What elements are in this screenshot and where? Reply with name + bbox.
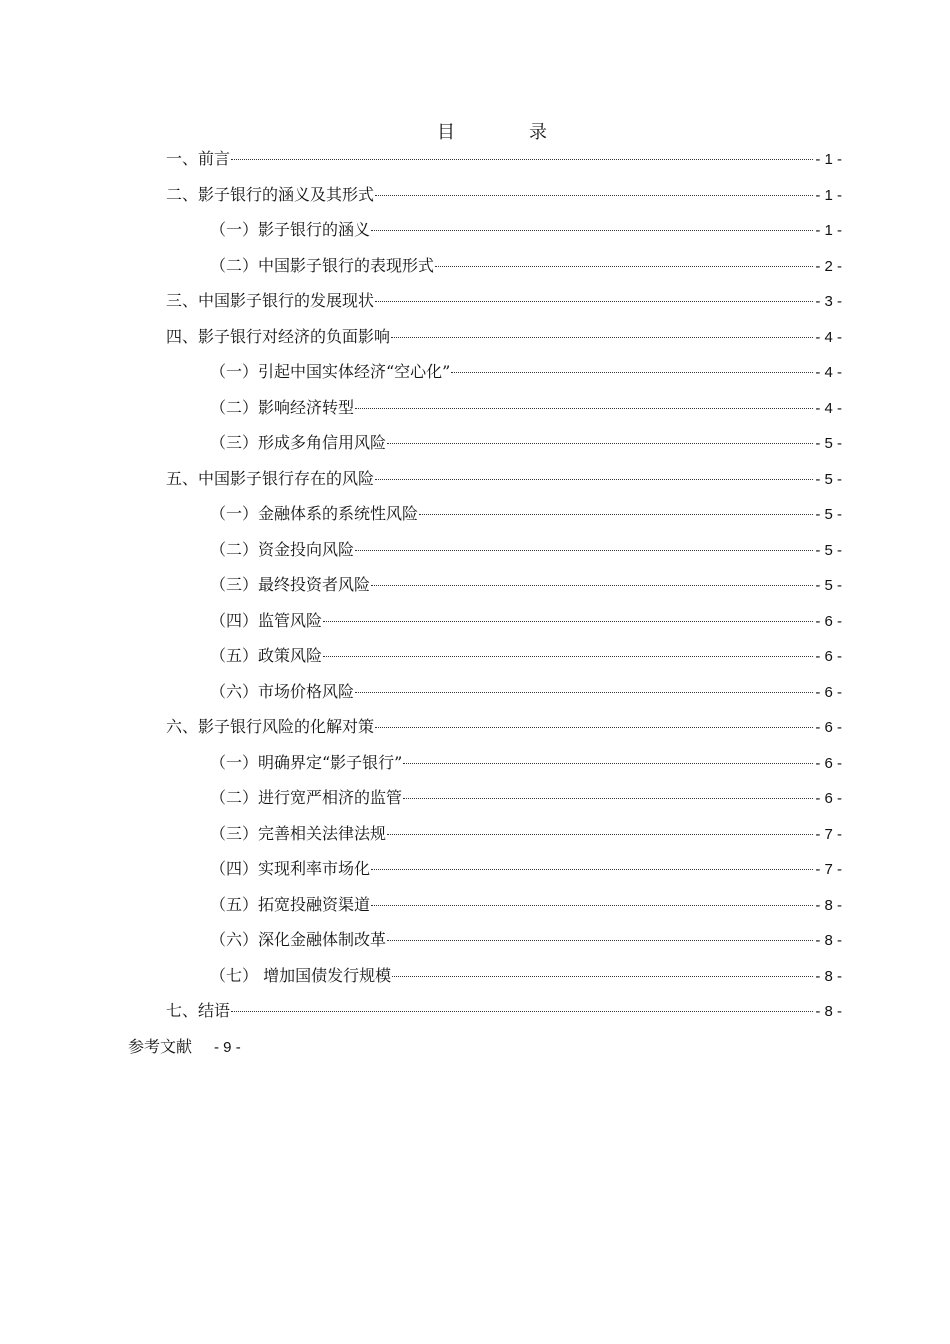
toc-entry[interactable] bbox=[166, 958, 842, 994]
toc-entry-label: （六）市场价格风险 bbox=[210, 681, 355, 701]
toc-entry-page: - 1 - bbox=[815, 151, 842, 168]
dot-leader bbox=[355, 549, 813, 551]
toc-entry-label: （二）影响经济转型 bbox=[210, 397, 355, 417]
toc-entry-label: 五、中国影子银行存在的风险 bbox=[166, 468, 375, 488]
toc-entry-label: 七、结语 bbox=[166, 1001, 231, 1020]
toc-entry[interactable] bbox=[166, 496, 842, 532]
toc-entry-label: （三）最终投资者风险 bbox=[210, 575, 371, 594]
toc-entry-page: - 8 - bbox=[815, 932, 842, 949]
toc-entry-label: （二）进行宽严相济的监管 bbox=[210, 788, 403, 807]
toc-entry-references[interactable] bbox=[128, 1032, 241, 1063]
toc-entry[interactable] bbox=[166, 319, 842, 355]
toc-entry[interactable] bbox=[166, 532, 842, 568]
toc-entry-page: - 5 - bbox=[815, 470, 842, 488]
dot-leader bbox=[435, 265, 813, 267]
dot-leader bbox=[392, 975, 813, 977]
toc-entry-page: - 5 - bbox=[815, 577, 842, 594]
dot-leader bbox=[231, 158, 813, 160]
toc-entry-label: （六）深化金融体制改革 bbox=[210, 930, 387, 949]
dot-leader bbox=[387, 939, 813, 941]
toc-entry[interactable] bbox=[166, 709, 842, 745]
toc-entry-label: （七） 增加国债发行规模 bbox=[210, 965, 392, 985]
toc-entry[interactable] bbox=[166, 567, 842, 603]
toc-entry-page: - 4 - bbox=[815, 328, 842, 346]
toc-entry[interactable] bbox=[166, 922, 842, 958]
toc-entry-page: - 5 - bbox=[815, 506, 842, 523]
table-of-contents bbox=[166, 141, 842, 1029]
dot-leader bbox=[387, 442, 813, 444]
toc-entry-label: （四）实现利率市场化 bbox=[210, 859, 371, 878]
toc-entry[interactable] bbox=[166, 141, 842, 177]
toc-entry-label: 三、中国影子银行的发展现状 bbox=[166, 291, 375, 310]
toc-entry-label: （五）拓宽投融资渠道 bbox=[210, 894, 371, 914]
toc-entry[interactable] bbox=[166, 851, 842, 887]
dot-leader bbox=[375, 194, 813, 196]
toc-entry[interactable] bbox=[166, 638, 842, 674]
dot-leader bbox=[231, 1010, 813, 1012]
dot-leader bbox=[375, 478, 813, 480]
toc-entry[interactable] bbox=[166, 745, 842, 781]
dot-leader bbox=[387, 833, 813, 835]
toc-entry[interactable] bbox=[166, 674, 842, 710]
dot-leader bbox=[355, 407, 813, 409]
toc-entry[interactable] bbox=[166, 603, 842, 639]
toc-entry-label: 一、前言 bbox=[166, 149, 231, 168]
toc-entry[interactable] bbox=[166, 887, 842, 923]
toc-entry[interactable] bbox=[166, 390, 842, 426]
toc-entry-page: - 4 - bbox=[815, 399, 842, 417]
toc-entry-label: （一）影子银行的涵义 bbox=[210, 220, 371, 239]
toc-entry-label: （一）引起中国实体经济“空心化” bbox=[210, 362, 451, 381]
toc-entry-label: （一）明确界定“影子银行” bbox=[210, 752, 403, 772]
dot-leader bbox=[323, 655, 813, 657]
toc-entry-page: - 7 - bbox=[815, 825, 842, 843]
toc-entry-label: （二）中国影子银行的表现形式 bbox=[210, 255, 435, 275]
dot-leader bbox=[371, 229, 813, 231]
toc-entry-page: - 6 - bbox=[815, 683, 842, 701]
toc-entry-label: （二）资金投向风险 bbox=[210, 539, 355, 559]
toc-entry-page: - 5 - bbox=[815, 435, 842, 452]
toc-entry-label: 二、影子银行的涵义及其形式 bbox=[166, 184, 375, 204]
toc-entry[interactable] bbox=[166, 993, 842, 1029]
toc-entry-page: - 3 - bbox=[815, 293, 842, 310]
toc-entry-page: - 6 - bbox=[815, 790, 842, 807]
dot-leader bbox=[375, 300, 813, 302]
dot-leader bbox=[371, 584, 813, 586]
toc-entry-page: - 8 - bbox=[815, 967, 842, 985]
toc-entry[interactable] bbox=[166, 780, 842, 816]
toc-entry[interactable] bbox=[166, 354, 842, 390]
toc-entry-page: - 6 - bbox=[815, 719, 842, 736]
toc-entry-page: - 1 - bbox=[815, 186, 842, 204]
toc-entry-label: （四）监管风险 bbox=[210, 610, 323, 630]
toc-entry[interactable] bbox=[166, 212, 842, 248]
dot-leader bbox=[403, 797, 813, 799]
toc-entry-page: - 8 - bbox=[815, 1003, 842, 1020]
toc-entry-page: - 7 - bbox=[815, 861, 842, 878]
toc-entry[interactable] bbox=[166, 816, 842, 852]
toc-entry-label: （五）政策风险 bbox=[210, 646, 323, 665]
toc-entry-page: - 6 - bbox=[815, 754, 842, 772]
toc-entry[interactable] bbox=[166, 461, 842, 497]
dot-leader bbox=[451, 371, 813, 373]
toc-entry-page: - 2 - bbox=[815, 257, 842, 275]
toc-entry[interactable] bbox=[166, 177, 842, 213]
toc-entry-label: 六、影子银行风险的化解对策 bbox=[166, 717, 375, 736]
dot-leader bbox=[375, 726, 813, 728]
toc-title: 目 录 bbox=[437, 122, 575, 143]
toc-entry-page: - 9 - bbox=[214, 1039, 241, 1056]
dot-leader bbox=[355, 691, 813, 693]
toc-entry-label: （三）形成多角信用风险 bbox=[210, 433, 387, 452]
toc-entry-page: - 4 - bbox=[815, 364, 842, 381]
toc-entry-label: （一）金融体系的系统性风险 bbox=[210, 504, 419, 523]
toc-entry-label: 四、影子银行对经济的负面影响 bbox=[166, 326, 391, 346]
toc-entry[interactable] bbox=[166, 283, 842, 319]
dot-leader bbox=[323, 620, 813, 622]
toc-entry-label: （三）完善相关法律法规 bbox=[210, 823, 387, 843]
dot-leader bbox=[391, 336, 813, 338]
toc-entry-page: - 8 - bbox=[815, 896, 842, 914]
toc-entry-label: 参考文献 bbox=[128, 1037, 193, 1056]
dot-leader bbox=[371, 868, 813, 870]
toc-entry-page: - 5 - bbox=[815, 541, 842, 559]
toc-entry-page: - 6 - bbox=[815, 612, 842, 630]
toc-entry[interactable] bbox=[166, 248, 842, 284]
toc-entry-page: - 6 - bbox=[815, 648, 842, 665]
dot-leader bbox=[419, 513, 813, 515]
toc-entry[interactable] bbox=[166, 425, 842, 461]
dot-leader bbox=[403, 762, 813, 764]
dot-leader bbox=[371, 904, 813, 906]
toc-entry-page: - 1 - bbox=[815, 222, 842, 239]
